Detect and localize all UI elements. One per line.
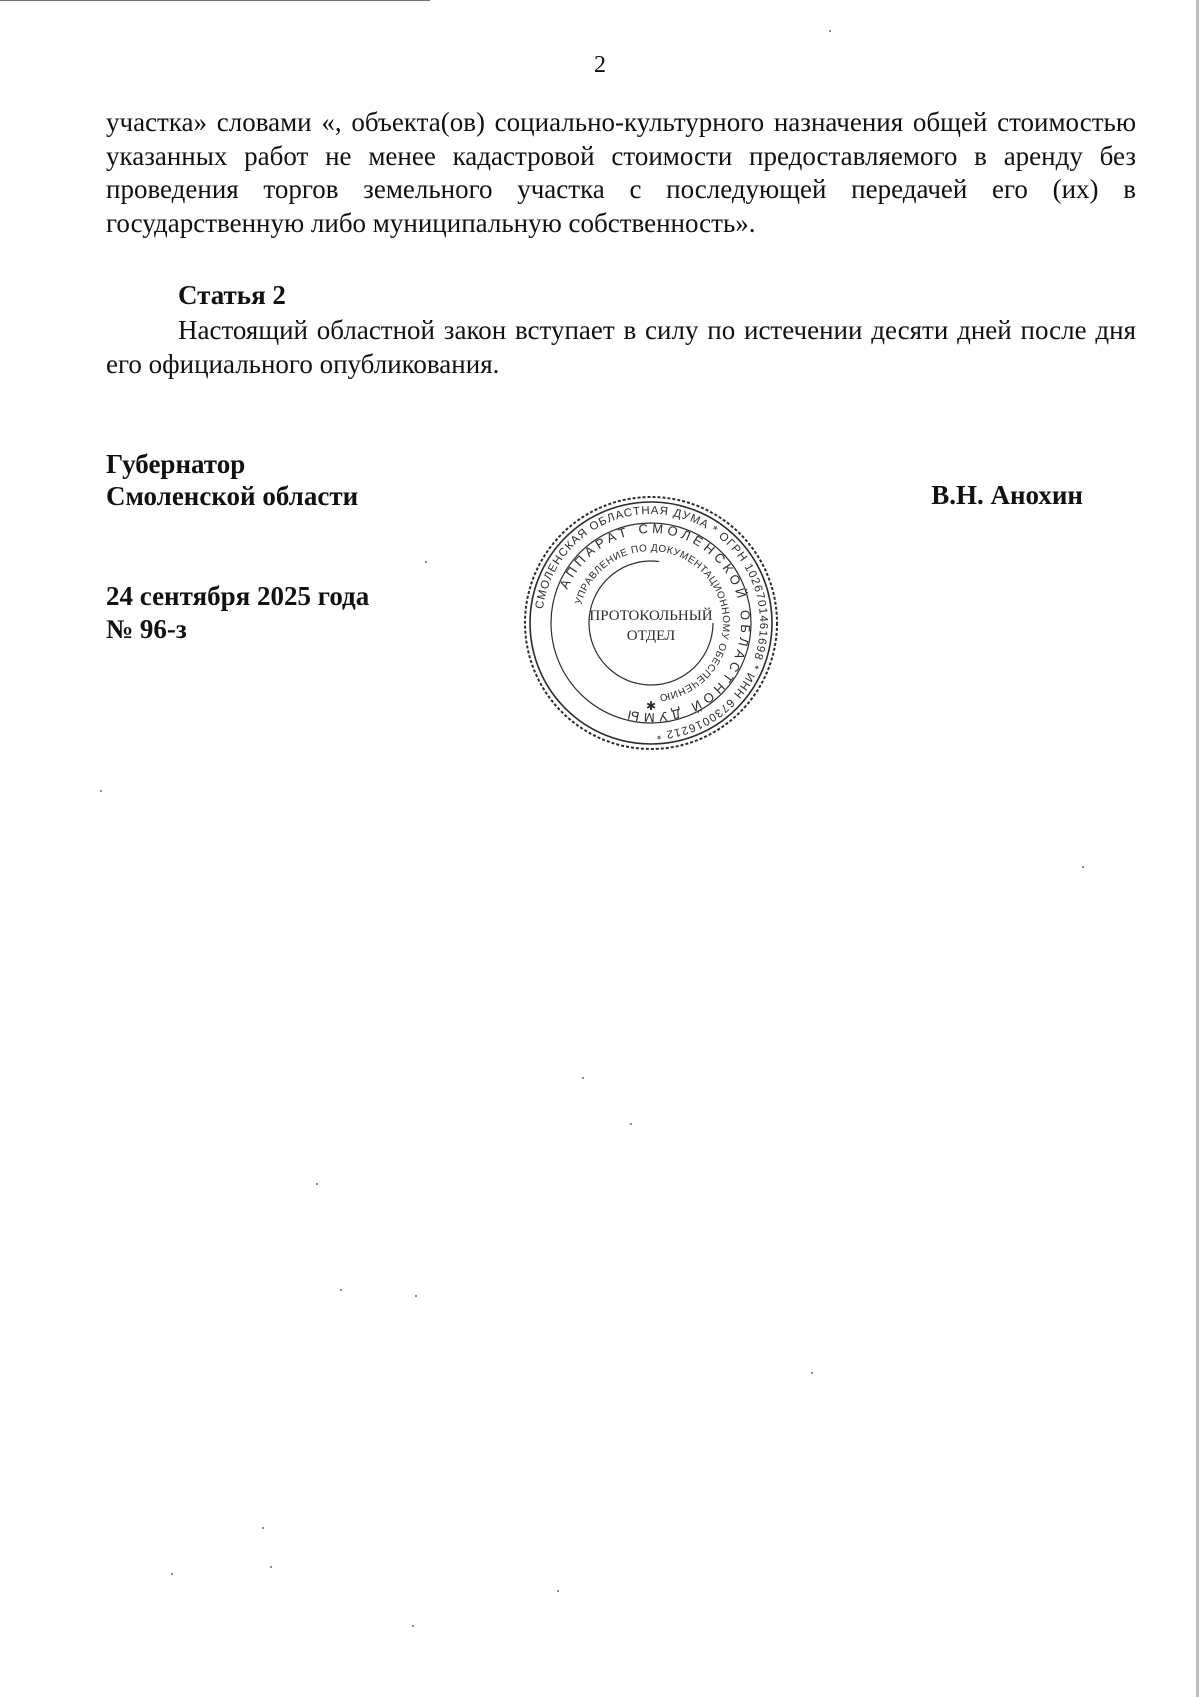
scan-speck: [340, 1289, 342, 1291]
scan-speck: [829, 30, 831, 32]
signatory-position-line2: Смоленской области: [106, 481, 359, 511]
scan-speck: [582, 1077, 584, 1079]
signatory-position-line1: Губернатор: [106, 449, 246, 479]
scan-speck: [412, 1625, 414, 1627]
scan-speck: [262, 1527, 264, 1529]
paragraph-continuation: участка» словами «, объекта(ов) социально-культурного назначения общей стоимостью указанных работ не менее кадастровой стоимости предоставляемого в аренду без проведения торгов земельного участка с последующей передачей его (их) в государственную либо муниципальную собственность».: [106, 107, 1136, 238]
official-seal: [520, 492, 782, 754]
scan-speck: [425, 561, 427, 563]
scan-speck: [270, 1566, 272, 1568]
document-number: № 96-з: [106, 614, 187, 644]
scan-speck: [415, 1295, 417, 1297]
document-info: [106, 580, 369, 646]
seal-middle-text: АППАРАТ СМОЛЕНСКОЙ ОБЛАСТНОЙ ДУМЫ: [556, 520, 754, 726]
scan-speck: [630, 1123, 632, 1125]
page-number: 2: [594, 52, 606, 78]
scan-edge-top: [0, 0, 430, 1]
seal-center-line2: ОТДЕЛ: [626, 628, 676, 644]
seal-outer-text: СМОЛЕНСКАЯ ОБЛАСТНАЯ ДУМА * ОГРН 1026701461698 * ИНН 6730016212 *: [533, 504, 770, 741]
article-text: Настоящий областной закон вступает в силу по истечении десяти дней после дня его официального опубликования.: [106, 315, 1136, 379]
scan-speck: [811, 1372, 813, 1374]
seal-center-line1: ПРОТОКОЛЬНЫЙ: [589, 608, 713, 624]
scan-speck: [557, 1590, 559, 1592]
scan-speck: [316, 1183, 318, 1185]
scan-speck: [100, 790, 102, 792]
signatory-name: В.Н. Анохин: [931, 480, 1083, 510]
document-date: 24 сентября 2025 года: [106, 581, 370, 611]
scan-edge-right: [1196, 0, 1199, 1697]
seal-star-icon: ✱: [645, 699, 657, 713]
scan-speck: [1082, 866, 1084, 868]
scan-speck: [171, 1573, 173, 1575]
signatory-position: [106, 448, 358, 512]
seal-inner-text: УПРАВЛЕНИЕ ПО ДОКУМЕНТАЦИОННОМУ ОБЕСПЕЧЕНИЮ: [573, 542, 732, 703]
article-heading: Статья 2: [178, 280, 286, 310]
